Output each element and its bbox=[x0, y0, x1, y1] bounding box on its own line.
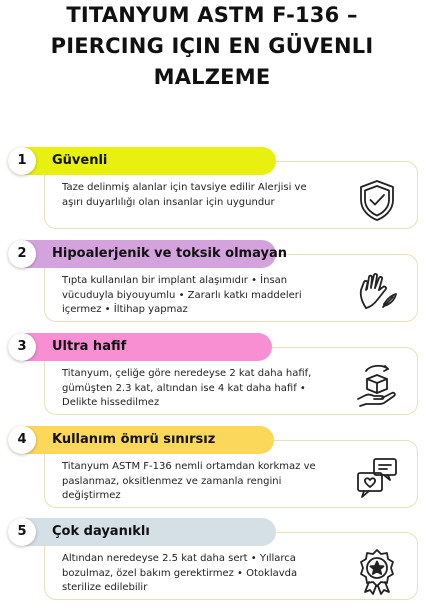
title-line-3: MALZEME bbox=[153, 65, 271, 89]
feature-heading: Çok dayanıklı bbox=[52, 524, 150, 539]
feature-heading: Hipoalerjenik ve toksik olmayan bbox=[52, 246, 287, 261]
number-badge: 3 bbox=[8, 333, 36, 361]
feature-description: Tıpta kullanılan bir implant alaşımıdır • İnsan vücuduyla biyouyumlu • Zararlı katkı maddeleri içermez • İltihap yapmaz bbox=[62, 275, 302, 315]
feature-description: Titanyum, çeliğe göre neredeyse 2 kat daha hafif, gümüşten 2.3 kat, altından ise 4 kat daha hafif • Delikte hissedilmez bbox=[62, 368, 312, 408]
title-line-2: PIERCING IÇIN EN GÜVENLI bbox=[50, 34, 374, 58]
hand-feather-icon bbox=[352, 268, 402, 318]
feature-item-1 bbox=[0, 147, 424, 241]
number-badge: 1 bbox=[8, 147, 36, 175]
feature-item-4 bbox=[0, 426, 424, 520]
feature-description: Taze delinmiş alanlar için tavsiye edilir Alerjisi ve aşırı duyarlılığı olan insanlar için uygundur bbox=[62, 182, 307, 208]
feature-description: Altından neredeyse 2.5 kat daha sert • Yıllarca bozulmaz, özel bakım gerektirmez • Otoklavda sterilize edilebilir bbox=[62, 553, 298, 593]
feature-heading: Kullanım ömrü sınırsız bbox=[52, 432, 216, 447]
page-title bbox=[0, 0, 424, 93]
shield-check-icon bbox=[352, 175, 402, 225]
feature-description: Titanyum ASTM F-136 nemli ortamdan korkmaz ve paslanmaz, oksitlenmez ve zamanla rengini değiştirmez bbox=[62, 461, 316, 501]
feature-heading: Güvenli bbox=[52, 153, 108, 168]
chat-heart-icon bbox=[352, 454, 402, 504]
number-badge: 5 bbox=[8, 518, 36, 546]
medal-star-icon bbox=[352, 546, 402, 596]
feature-item-5 bbox=[0, 518, 424, 612]
feature-heading: Ultra hafif bbox=[52, 339, 127, 354]
heading-pill bbox=[8, 333, 272, 361]
heading-pill bbox=[8, 147, 276, 175]
title-line-1: TITANYUM ASTM F-136 – bbox=[66, 3, 358, 27]
box-hand-icon bbox=[352, 361, 402, 411]
number-badge: 2 bbox=[8, 240, 36, 268]
feature-item-2 bbox=[0, 240, 424, 334]
number-badge: 4 bbox=[8, 426, 36, 454]
feature-item-3 bbox=[0, 333, 424, 427]
